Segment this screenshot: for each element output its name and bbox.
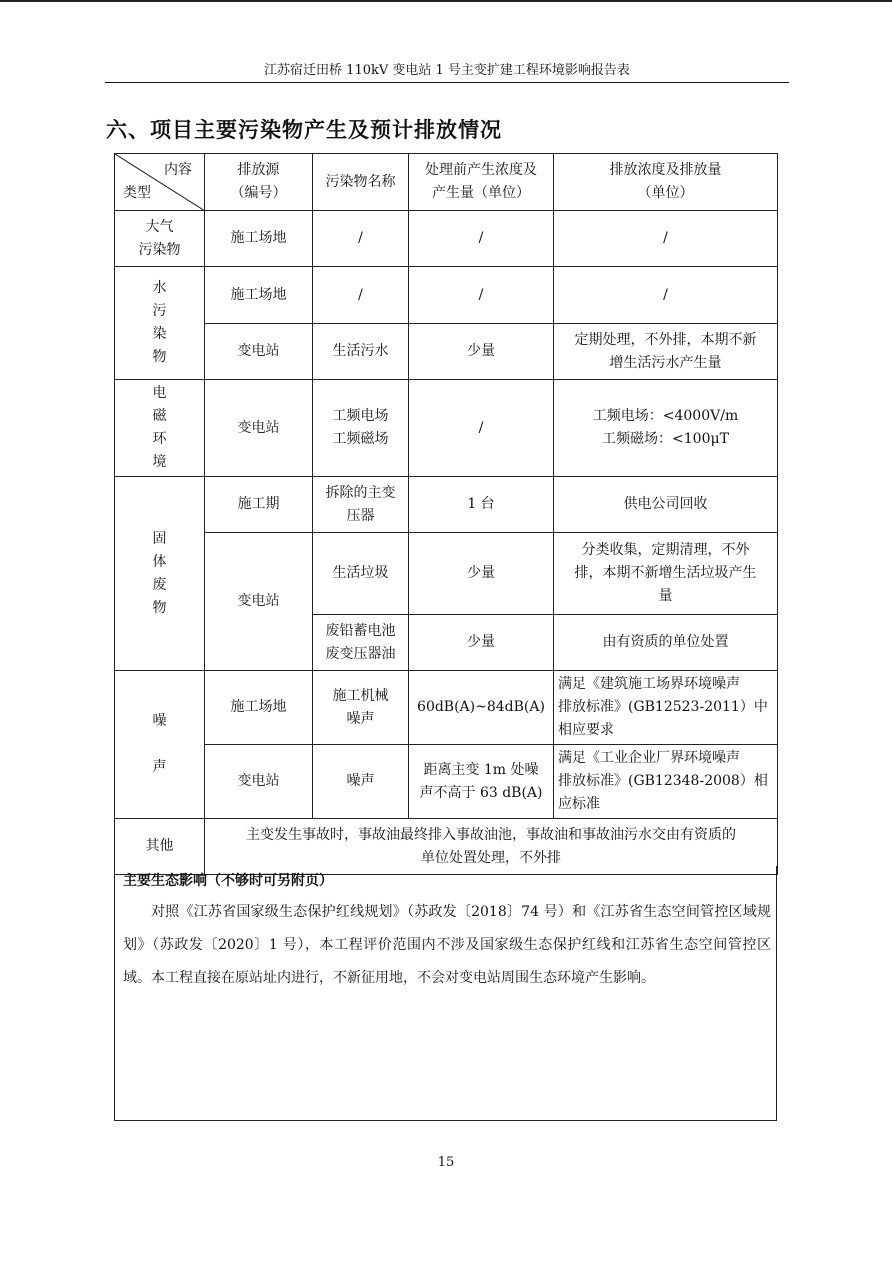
- cell-pollutant: 拆除的主变 压器: [313, 477, 409, 533]
- type-other: 其他: [115, 819, 205, 875]
- cell-pollutant: 废铅蓄电池 废变压器油: [313, 615, 409, 671]
- cell-pollutant: /: [313, 211, 409, 267]
- cell-other-text: 主变发生事故时，事故油最终排入事故油池，事故油和事故油污水交由有资质的 单位处置处理，不外排: [205, 819, 778, 875]
- type-em: 电 磁 环 境: [115, 380, 205, 477]
- cell-after: /: [554, 211, 778, 267]
- section-title: 六、项目主要污染物产生及预计排放情况: [106, 118, 502, 142]
- table-row: [115, 671, 778, 745]
- cell-before: /: [409, 211, 554, 267]
- cell-before: 少量: [409, 615, 554, 671]
- eco-impact-box: [114, 866, 777, 1121]
- cell-before: /: [409, 267, 554, 324]
- page-header: 江苏宿迁田桥 110kV 变电站 1 号主变扩建工程环境影响报告表: [264, 63, 630, 78]
- eco-title: 主要生态影响（不够时可另附页）: [123, 873, 333, 889]
- cell-before: 距离主变 1m 处噪 声不高于 63 dB(A): [409, 745, 554, 819]
- table-row: [115, 477, 778, 533]
- table-row: [115, 324, 778, 380]
- cell-pollutant: 生活污水: [313, 324, 409, 380]
- table-header-row: [115, 154, 778, 211]
- header-after: 排放浓度及排放量 （单位）: [554, 154, 778, 211]
- cell-before: 60dB(A)~84dB(A): [409, 671, 554, 745]
- cell-after: /: [554, 267, 778, 324]
- table-row: [115, 267, 778, 324]
- type-solid: 固 体 废 物: [115, 477, 205, 671]
- cell-pollutant: /: [313, 267, 409, 324]
- cell-after: 由有资质的单位处置: [554, 615, 778, 671]
- cell-source: 施工场地: [205, 671, 313, 745]
- page-number: 15: [437, 1155, 455, 1170]
- cell-pollutant: 生活垃圾: [313, 533, 409, 615]
- header-pollutant: 污染物名称: [313, 154, 409, 211]
- cell-source: 施工场地: [205, 211, 313, 267]
- cell-after: 工频电场：<4000V/m 工频磁场：<100μT: [554, 380, 778, 477]
- table-row: [115, 745, 778, 819]
- diagonal-header-cell: [115, 154, 205, 211]
- cell-source: 变电站: [205, 745, 313, 819]
- cell-pollutant: 工频电场 工频磁场: [313, 380, 409, 477]
- page-top-border: [0, 0, 892, 2]
- eco-text: 对照《江苏省国家级生态保护红线规划》（苏政发〔2018〕74 号）和《江苏省生态空间管控区域规划》（苏政发〔2020〕1 号），本工程评价范围内不涉及国家级生态保护红线和江苏省生态空间管控区域。本工程直接在原站址内进行，不新征用地，不会对变电站周围生态环境产生影响。: [123, 904, 771, 986]
- cell-before: 少量: [409, 533, 554, 615]
- type-noise: 噪 声: [115, 671, 205, 819]
- cell-pollutant: 施工机械 噪声: [313, 671, 409, 745]
- cell-after: 供电公司回收: [554, 477, 778, 533]
- cell-source: 施工期: [205, 477, 313, 533]
- pollutant-table: [114, 153, 778, 875]
- cell-before: 1 台: [409, 477, 554, 533]
- table-row: [115, 211, 778, 267]
- header-before: 处理前产生浓度及 产生量（单位）: [409, 154, 554, 211]
- diag-top-label: 内容: [164, 162, 192, 178]
- cell-after: 满足《建筑施工场界环境噪声 排放标准》(GB12523-2011）中 相应要求: [554, 671, 778, 745]
- type-water: 水 污 染 物: [115, 267, 205, 380]
- cell-after: 定期处理，不外排，本期不新 增生活污水产生量: [554, 324, 778, 380]
- cell-after: 分类收集，定期清理，不外 排，本期不新增生活垃圾产生 量: [554, 533, 778, 615]
- header-rule: [105, 82, 789, 83]
- cell-source: 变电站: [205, 533, 313, 671]
- type-air: 大气 污染物: [115, 211, 205, 267]
- cell-before: 少量: [409, 324, 554, 380]
- table-row: [115, 380, 778, 477]
- cell-source: 施工场地: [205, 267, 313, 324]
- cell-before: /: [409, 380, 554, 477]
- cell-pollutant: 噪声: [313, 745, 409, 819]
- diag-bottom-label: 类型: [123, 185, 151, 201]
- table-row: [115, 533, 778, 615]
- cell-after: 满足《工业企业厂界环境噪声 排放标准》(GB12348-2008）相 应标准: [554, 745, 778, 819]
- cell-source: 变电站: [205, 380, 313, 477]
- header-source: 排放源 （编号）: [205, 154, 313, 211]
- cell-source: 变电站: [205, 324, 313, 380]
